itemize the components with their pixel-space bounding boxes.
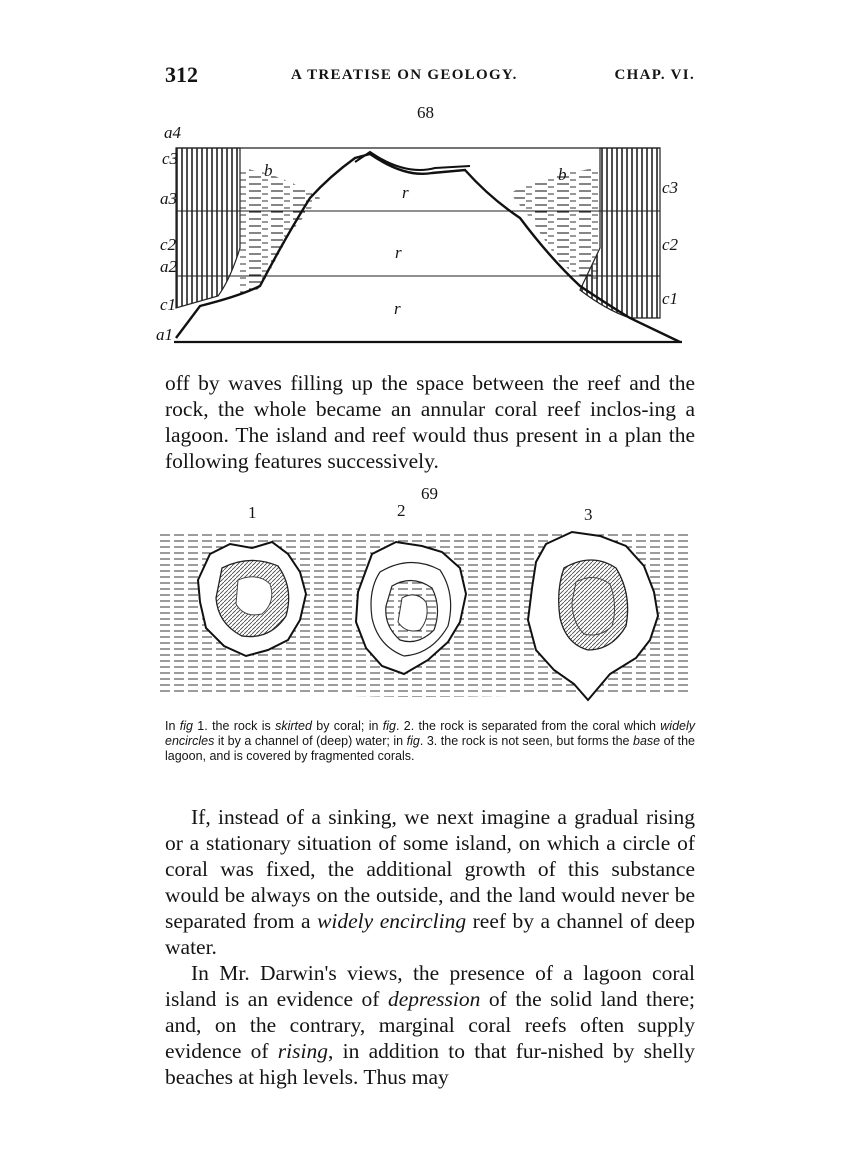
figure-69-caption: In fig 1. the rock is skirted by coral; in fig. 2. the rock is separated from the coral which widely encircles it by a channel of (deep) water; in fig. 3. the rock is not seen, but forms the base of the lagoon, and is covered by fragmented corals. (165, 719, 696, 763)
island-2-core (398, 595, 427, 631)
label-c2-right: c2 (662, 235, 679, 254)
paragraph-2: If, instead of a sinking, we next imagine a gradual rising or a stationary situation of some island, on which a circle of coral was fixed, the additional growth of this substance would be always on the outside, and the land would never be separated from a widely encircling reef by a channel of deep water. (165, 805, 696, 959)
figure-69-number: 69 (421, 484, 438, 503)
label-r-top: r (402, 183, 409, 202)
right-sediment (510, 168, 600, 283)
label-r-mid: r (395, 243, 402, 262)
label-c1-right: c1 (662, 289, 679, 308)
label-c3-left: c3 (162, 149, 179, 168)
panel-label-2: 2 (397, 501, 406, 520)
island-1-summit (236, 577, 272, 615)
label-b-left: b (264, 161, 273, 180)
rock-summit (355, 152, 470, 170)
paragraph-3: In Mr. Darwin's views, the presence of a lagoon coral island is an evidence of depression of the solid land there; and, on the contrary, marginal coral reefs often supply evidence of rising, in addition to that fur-nished by shelly beaches at high levels. Thus may (165, 961, 695, 1089)
panel-label-1: 1 (248, 503, 257, 522)
label-c2-left: c2 (160, 235, 177, 254)
label-a1: a1 (156, 325, 173, 344)
label-a4: a4 (164, 123, 181, 142)
figure-69-coral-island-plans (160, 502, 690, 707)
chapter-label: CHAP. VI. (614, 67, 695, 83)
label-a3: a3 (160, 189, 177, 208)
running-header (165, 62, 695, 88)
paragraph-1: off by waves filling up the space between the reef and the rock, the whole became an annular coral reef inclos-ing a lagoon. The island and reef would thus present in a plan the following features successively. (165, 371, 695, 473)
label-r-bottom: r (394, 299, 401, 318)
island-3-lagoon (559, 560, 628, 650)
label-c1-left: c1 (160, 295, 177, 314)
left-sediment (240, 168, 320, 298)
figure-68-section-diagram (156, 118, 690, 353)
label-a2: a2 (160, 257, 177, 276)
running-title: A TREATISE ON GEOLOGY. (291, 67, 518, 83)
left-coral-wall (176, 148, 240, 308)
figure-68-number: 68 (417, 103, 434, 122)
panel-label-3: 3 (584, 505, 593, 524)
page-number: 312 (165, 62, 198, 87)
label-c3-right: c3 (662, 178, 679, 197)
label-b-right: b (558, 165, 567, 184)
